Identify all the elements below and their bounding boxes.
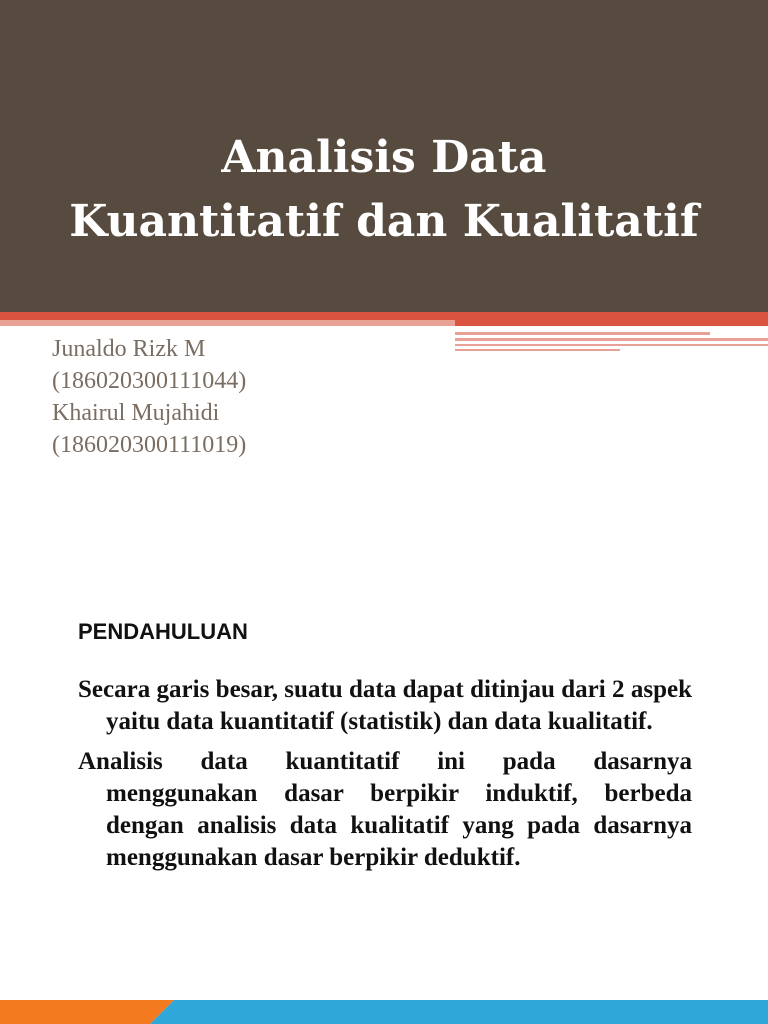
slide-title	[0, 126, 768, 254]
paragraph: Analisis data kuantitatif ini pada dasarnya menggunakan dasar berpikir induktif, berbeda dengan analisis data kualitatif yang pada dasarnya menggunakan dasar berpikir deduktif.	[78, 748, 692, 871]
author-name: Junaldo Rizk M	[52, 336, 206, 362]
accent-stripe-pink	[0, 320, 455, 326]
bottom-accent-bar	[0, 1000, 768, 1024]
author-name: Khairul Mujahidi	[52, 400, 220, 426]
bottom-bar-orange	[0, 1000, 174, 1024]
paragraph-list	[78, 674, 692, 882]
accent-line-3	[455, 344, 768, 346]
accent-stripe-red-right	[455, 320, 768, 326]
accent-line-1	[455, 332, 710, 335]
authors-block	[52, 333, 246, 461]
bottom-bar-blue	[150, 1000, 768, 1024]
title-line-1: Analisis Data	[221, 132, 547, 183]
accent-line-4	[455, 349, 620, 351]
section-heading: PENDAHULUAN	[78, 619, 248, 644]
accent-line-2	[455, 338, 768, 341]
author-id: (186020300111019)	[52, 432, 247, 458]
title-line-2: Kuantitatif dan Kualitatif	[69, 196, 699, 247]
author-id: (186020300111044)	[52, 368, 247, 394]
paragraph: Secara garis besar, suatu data dapat ditinjau dari 2 aspek yaitu data kuantitatif (statistik) dan data kualitatif.	[78, 676, 692, 735]
accent-stripe-red	[0, 312, 768, 320]
